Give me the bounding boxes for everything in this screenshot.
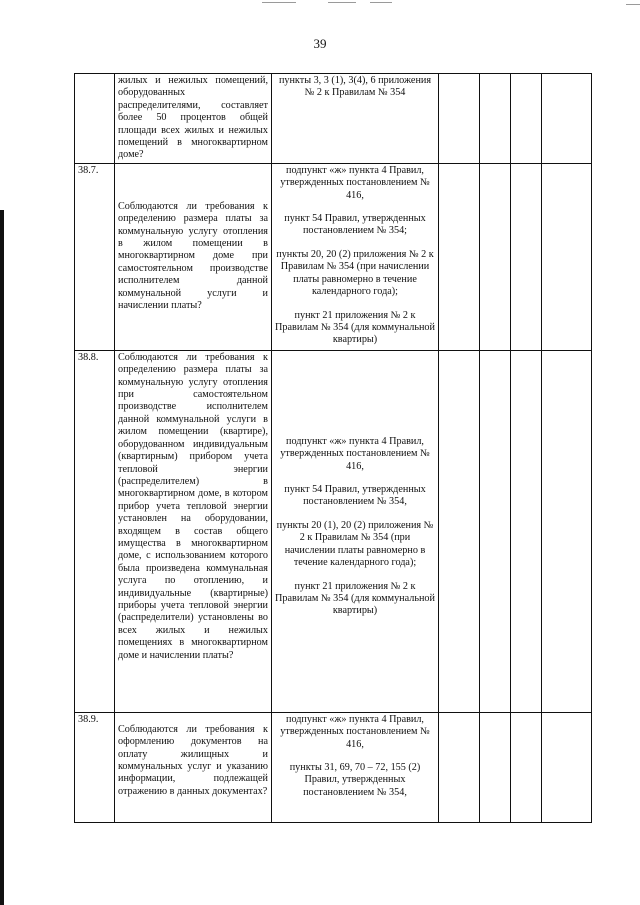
answer-cell-na [511, 712, 542, 822]
reference-cell [272, 163, 439, 350]
row-number: 38.7. [75, 163, 115, 350]
row-number [75, 74, 115, 164]
reference-item: пункты 20 (1), 20 (2) приложения № 2 к Правилам № 354 (при начислении платы равномерно в течение календарного года); [276, 519, 434, 569]
answer-cell-yes [439, 350, 480, 712]
page-number: 39 [313, 36, 327, 51]
answer-cell-yes [439, 74, 480, 164]
binding-edge [0, 210, 4, 905]
question-text: Соблюдаются ли требования к определению размера платы за коммунальную услугу отопления в жилом помещении в многоквартирном доме при самостоятельном производстве исполнителем данной коммунальной услуги и начислении платы? [118, 200, 268, 312]
answer-cell-no [480, 74, 511, 164]
question-text: Соблюдаются ли требования к оформлению документов на оплату жилищных и коммунальных услуг и указанию информации, подлежащей отражению в данных документах? [118, 723, 268, 797]
row-number: 38.9. [75, 712, 115, 822]
note-cell [542, 74, 592, 164]
answer-cell-na [511, 350, 542, 712]
question-cell: жилых и нежилых помещений, оборудованных распределителями, составляет более 50 процентов общей площади всех жилых и нежилых помещений в многоквартирном доме? [115, 74, 272, 164]
reference-item: подпункт «ж» пункта 4 Правил, утвержденных постановлением № 416, [280, 164, 430, 201]
note-cell [542, 163, 592, 350]
reference-item: подпункт «ж» пункта 4 Правил, утвержденных постановлением № 416, [280, 435, 430, 472]
answer-cell-no [480, 163, 511, 350]
reference-item: пункт 21 приложения № 2 к Правилам № 354 (для коммунальной квартиры) [275, 580, 435, 617]
question-cell [115, 163, 272, 350]
row-number: 38.8. [75, 350, 115, 712]
note-cell [542, 712, 592, 822]
answer-cell-no [480, 712, 511, 822]
answer-cell-na [511, 74, 542, 164]
scan-artifact [262, 0, 392, 8]
reference-item: пункт 54 Правил, утвержденных постановлением № 354, [284, 484, 426, 508]
question-cell [115, 712, 272, 822]
answer-cell-na [511, 163, 542, 350]
reference-cell [272, 712, 439, 822]
reference-item: пункты 31, 69, 70 – 72, 155 (2) Правил, утвержденных постановлением № 354, [289, 762, 421, 798]
reference-item: подпункт «ж» пункта 4 Правил, утвержденных постановлением № 416, [280, 713, 430, 750]
checklist-table [74, 73, 592, 823]
table-row [75, 163, 592, 350]
table-row [75, 74, 592, 164]
reference-item: пункты 20, 20 (2) приложения № 2 к Правилам № 354 (при начислении платы равномерно в течение календарного года); [276, 248, 434, 298]
reference-item: пункт 21 приложения № 2 к Правилам № 354 (для коммунальной квартиры) [275, 309, 435, 346]
question-cell: Соблюдаются ли требования к определению размера платы за коммунальную услугу отопления при самостоятельном производстве исполнителем данной коммунальной услуги в жилом помещении (квартире), оборудованном индивидуальным (квартирным) прибором учета тепловой энергии (распределителем) в многоквартирном доме, в котором прибор учета тепловой энергии установлен на оборудовании, входящем в состав общего имущества в многоквартирном доме, с использованием которого была произведена коммунальная услуга по отоплению, и индивидуальные (квартирные) приборы учета тепловой энергии (распределители) установлены во всех жилых и нежилых помещениях в многоквартирном доме и начислении платы? [115, 350, 272, 712]
answer-cell-no [480, 350, 511, 712]
scan-artifact [626, 4, 640, 5]
table-row [75, 712, 592, 822]
reference-cell [272, 74, 439, 164]
answer-cell-yes [439, 712, 480, 822]
note-cell [542, 350, 592, 712]
reference-item: пункты 3, 3 (1), 3(4), 6 приложения № 2 к Правилам № 354 [278, 75, 432, 99]
reference-cell [272, 350, 439, 712]
reference-item: пункт 54 Правил, утвержденных постановлением № 354; [284, 213, 426, 237]
answer-cell-yes [439, 163, 480, 350]
table-row [75, 350, 592, 712]
